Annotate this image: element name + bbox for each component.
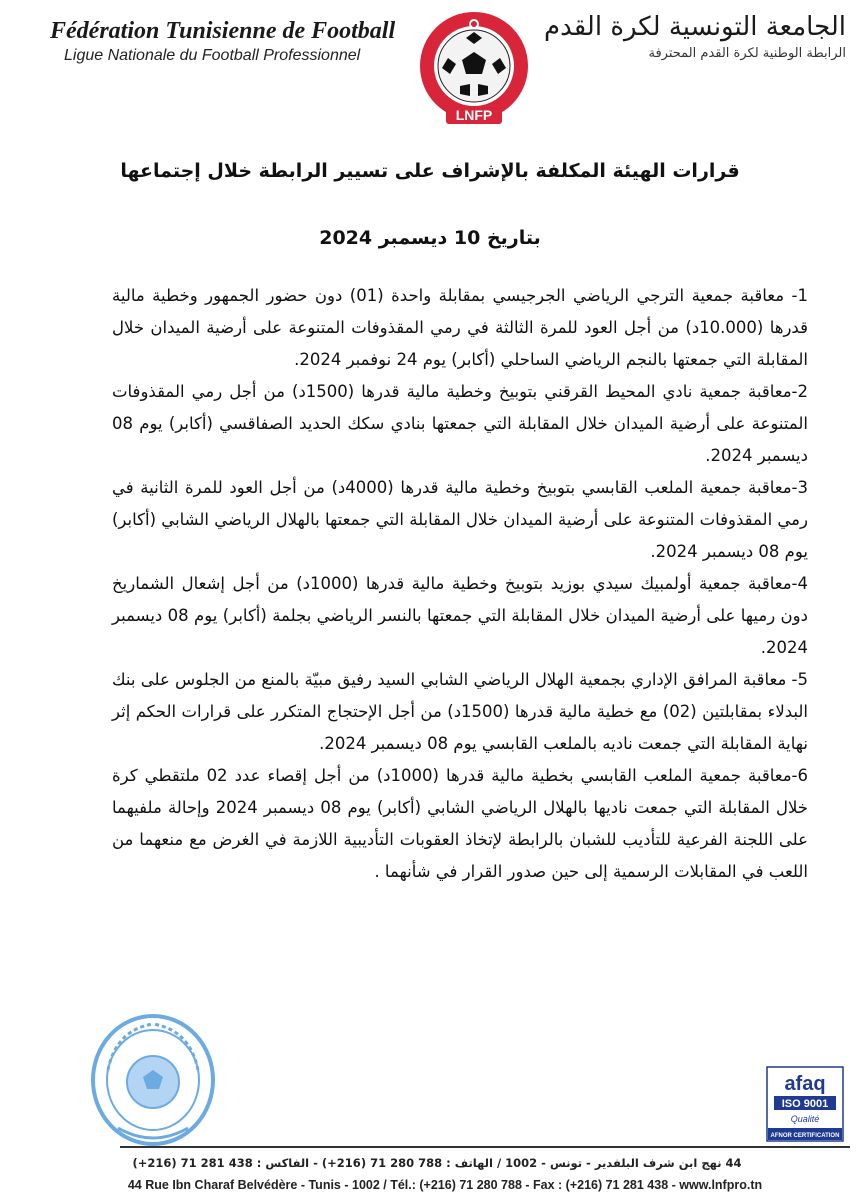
league-name-ar: الرابطة الوطنية لكرة القدم المحترفة <box>648 46 846 61</box>
header-left <box>50 18 410 65</box>
decision-item-2: 2-معاقبة جمعية نادي المحيط القرقني بتوبيخ وخطية مالية قدرها (1500د) من أجل رمي المقذوفات المتنوعة على أرضية الميدان خلال المقابلة التي جمعتها بنادي سكك الحديد الصفاقسي (أكابر) يوم 08 ديسمبر 2024. <box>112 382 808 465</box>
league-name-fr: Ligue Nationale du Football Professionnel <box>64 47 361 64</box>
decision-item-4: 4-معاقبة جمعية أولمبيك سيدي بوزيد بتوبيخ وخطية مالية قدرها (1000د) من أجل إشعال الشماريخ دون رميها على أرضية الميدان خلال المقابلة التي جمعتها بالنسر الرياضي بجلمة (أكابر) يوم 08 ديسمبر 2024. <box>112 574 808 657</box>
decision-item-5: 5- معاقبة المرافق الإداري بجمعية الهلال الرياضي الشابي السيد رفيق مبيّة بالمنع من الجلوس على بنك البدلاء بمقابلتين (02) مع خطية مالية قدرها (1500د) من أجل الإحتجاج المتكرر على قرارات الحكم إثر نهاية المقابلة التي جمعت ناديه بالملعب القابسي يوم 08 ديسمبر 2024. <box>112 670 808 753</box>
federation-name-ar: الجامعة التونسية لكرة القدم <box>544 12 846 42</box>
decisions-list <box>112 280 808 888</box>
decision-item-6: 6-معاقبة جمعية الملعب القابسي بخطية مالية قدرها (1000د) من أجل إقصاء عدد 02 ملتقطي كرة خلال المقابلة التي جمعت ناديها بالهلال الرياضي الشابي (أكابر) يوم 08 ديسمبر 2024 وإحالة ملفيهما على اللجنة الفرعية للتأديب للشبان بالرابطة لإتخاذ العقوبات التأديبية اللازمة في الغرض مع منعهما من اللعب في المقابلات الرسمية إلى حين صدور القرار في شأنهما . <box>112 766 809 881</box>
cert-issuer: AFNOR CERTIFICATION <box>770 1133 840 1139</box>
cert-standard: ISO 9001 <box>781 1098 829 1110</box>
cert-label: Qualité <box>790 1114 820 1124</box>
header-right <box>536 12 846 61</box>
document-date: بتاريخ 10 ديسمبر 2024 <box>319 227 541 249</box>
footer-divider <box>120 1146 850 1148</box>
lnfp-logo <box>418 10 530 130</box>
logo-text: LNFP <box>455 107 493 123</box>
federation-name-fr: Fédération Tunisienne de Football <box>50 18 396 44</box>
document-title: قرارات الهيئة المكلفة بالإشراف على تسيير الرابطة خلال إجتماعها <box>120 160 740 182</box>
afaq-iso-badge <box>766 1066 844 1142</box>
footer-address-fr: 44 Rue Ibn Charaf Belvédère - Tunis - 1002 / Tél.: (+216) 71 280 788 - Fax : (+216) 71 281 438 - www.lnfpro.tn <box>127 1178 763 1192</box>
footer-address-ar: 44 نهج ابن شرف البلفدير - تونس - 1002 / الهاتف : 788 280 71 (216+) - الفاكس : 438 281 71 (216+) <box>132 1156 742 1170</box>
cert-brand: afaq <box>784 1073 826 1095</box>
official-stamp <box>88 1010 218 1150</box>
decision-item-1: 1- معاقبة جمعية الترجي الرياضي الجرجيسي بمقابلة واحدة (01) دون حضور الجمهور وخطية مالية قدرها (10.000د) من أجل العود للمرة الثالثة في رمي المقذوفات المتنوعة على أرضية الميدان خلال المقابلة التي جمعتها بالنجم الرياضي الساحلي (أكابر) يوم 24 نوفمبر 2024. <box>112 286 808 369</box>
decision-item-3: 3-معاقبة جمعية الملعب القابسي بتوبيخ وخطية مالية قدرها (4000د) من أجل العود للمرة الثانية في رمي المقذوفات المتنوعة على أرضية الميدان خلال المقابلة التي جمعتها بالهلال الرياضي الشابي (أكابر) يوم 08 ديسمبر 2024. <box>112 478 808 561</box>
